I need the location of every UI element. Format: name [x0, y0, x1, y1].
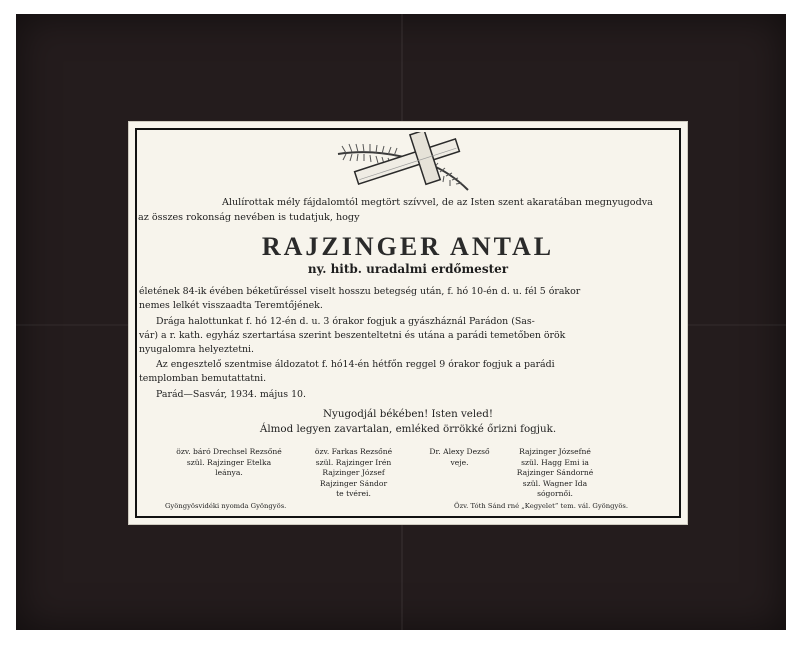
signature-sisters-in-law: Rajzinger Józsefné szül. Hagg Emi ia Rajzinger Sándorné szül. Wagner Ida sógornői.: [516, 447, 594, 498]
body-line-4: vár) a r. kath. egyház szertartása szerint beszenteltetni és utána a parádi temetőben örök: [139, 330, 566, 341]
undertaker-credit: Özv. Tóth Sánd rné „Kegyelet” tem. vál. Gyöngyös.: [454, 502, 629, 510]
body-line-6: Az engesztelő szentmise áldozatot f. hó14-én hétfőn reggel 9 órakor fogjuk a parádi: [156, 359, 555, 370]
deceased-title: ny. hitb. uradalmi erdőmester: [307, 262, 509, 276]
date-line: Parád—Sasvár, 1934. május 10.: [156, 389, 306, 400]
cross-with-palm-icon: [334, 132, 474, 194]
farewell-line-2: Álmod legyen zavartalan, emléked örrökké őrizni fogjuk.: [259, 423, 557, 435]
farewell-line-1: Nyugodjál békében! Isten veled!: [323, 408, 493, 420]
intro-line-2: az összes rokonság nevében is tudatjuk, hogy: [138, 212, 360, 223]
signature-son-in-law: Dr. Alexy Dezső veje.: [429, 447, 490, 467]
body-line-1: életének 84-ik évében béketűréssel viselt hosszu betegség után, f. hó 10-én d. u. fél 5 órakor: [139, 286, 581, 297]
deceased-name: RAJZINGER ANTAL: [261, 232, 555, 261]
signature-siblings: özv. Farkas Rezsőné szül. Rajzinger Irén Rajzinger József Rajzinger Sándor te tvérei.: [314, 447, 393, 498]
body-line-3: Drága halottunkat f. hó 12-én d. u. 3 órakor fogjuk a gyászháznál Parádon (Sas-: [156, 316, 535, 327]
body-line-7: templomban bemutattatni.: [139, 373, 267, 384]
death-notice-card: [128, 121, 688, 525]
body-line-2: nemes lelkét visszaadta Teremtőjének.: [139, 300, 323, 311]
intro-line-1: Alulírottak mély fájdalomtól megtört szívvel, de az Isten szent akaratában megnyugodva: [222, 197, 653, 208]
body-line-5: nyugalomra helyeztetni.: [139, 344, 255, 355]
printer-credit: Gyöngyösvidéki nyomda Gyöngyös.: [165, 502, 287, 510]
signature-daughter: özv. báró Drechsel Rezsőné szül. Rajzinger Etelka leánya.: [176, 447, 282, 477]
